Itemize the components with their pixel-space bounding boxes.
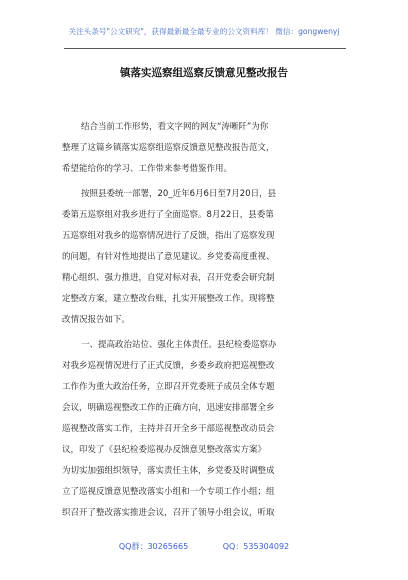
header-divider [64,48,346,49]
paragraph-line: 一、提高政治站位、强化主体责任。县纪检委巡察办 [81,340,277,350]
paragraph-line: 按照县委统一部署，20_近年6月6日至7月20日，县 [81,189,277,199]
qq-group-text: QQ群：30265665 [118,542,189,551]
paragraph-line: 整理了这篇乡镇落实巡察组巡察反馈意见整改报告范文， [62,143,275,153]
paragraph-line: 五巡察组对我乡的巡察情况进行了反馈，指出了巡察发现 [62,231,275,241]
paragraph-line: 会议，明确巡视整改工作的正确方向，迅速安排部署全乡 [62,403,275,413]
document-title: 镇落实巡察组巡察反馈意见整改报告 [120,67,288,79]
paragraph-line: 精心组织、强力推进，自觉对标对表，召开党委会研究制 [62,273,275,283]
paragraph-line: 立了巡视反馈意见整改落实小组和一个专项工作小组；组 [62,487,275,497]
paragraph-line: 改情况报告如下。 [62,315,131,325]
paragraph-line: 织召开了整改落实推进会议，召开了领导小组会议，听取 [62,508,275,518]
paragraph-line: 结合当前工作形势，看文字网的网友“涛晰阡”为你 [81,122,269,132]
paragraph-line: 巡视整改落实工作，主持并召开全乡干部巡视整改动员会 [62,424,275,434]
paragraph-line: 希望能给你的学习、工作带来参考借鉴作用。 [62,164,233,174]
paragraph-line: 的问题，有针对性地提出了意见建议。乡党委高度重视、 [62,252,275,262]
paragraph-line: 为切实加强组织领导，落实责任主体，乡党委及时调整成 [62,466,275,476]
top-banner: 关注头条号"公文研究"，获得最新最全最专业的公文资料库！ 微信：gongwenyj [68,27,340,36]
footer-contacts [0,541,408,552]
paragraph-line: 定整改方案，建立整改台账，扎实开展整改工作。现将整 [62,294,275,304]
paragraph-line: 议，印发了《县纪检委巡视办反馈意见整改落实方案》 [62,445,267,455]
paragraph-line: 委第五巡察组对我乡进行了全面巡察。8月22日，县委第 [62,210,274,220]
paragraph-line: 对我乡巡视情况进行了正式反馈，乡委乡政府把巡视整改 [62,361,275,371]
qq-contact-text: QQ：535304092 [222,542,290,551]
paragraph-line: 工作作为重大政治任务，立即召开党委班子成员全体专题 [62,382,275,392]
